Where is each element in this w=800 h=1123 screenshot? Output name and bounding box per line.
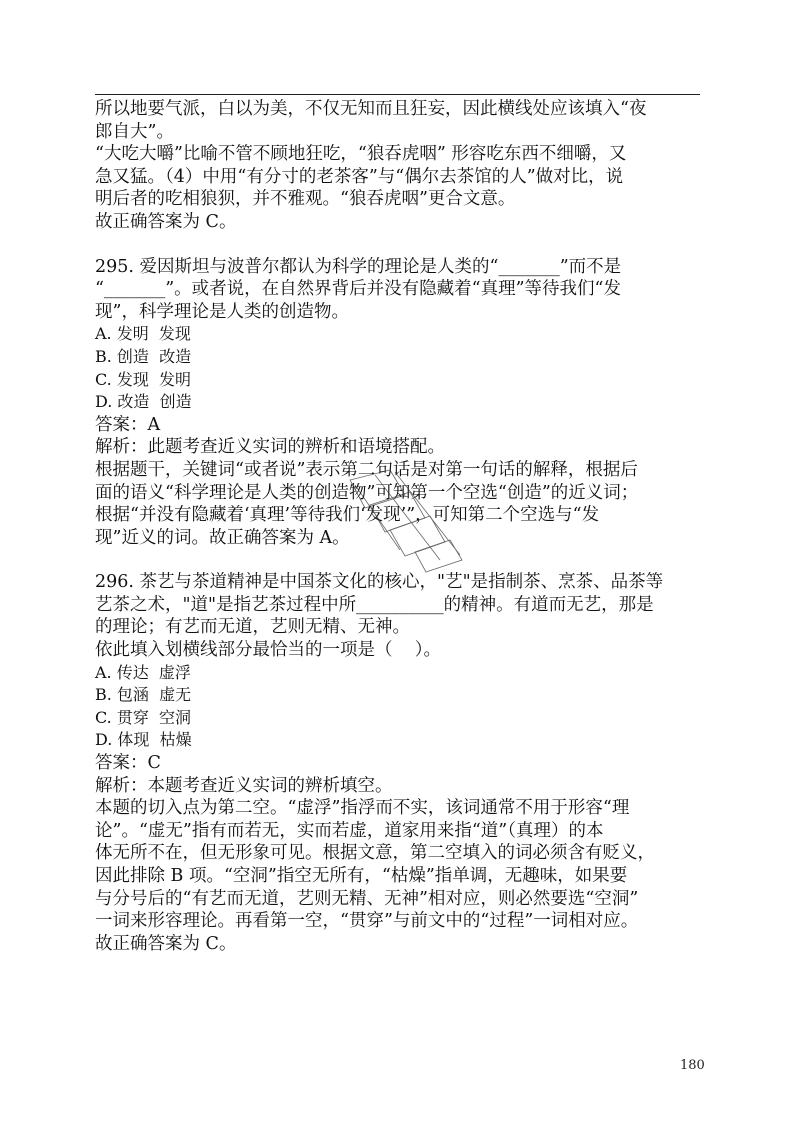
analysis-line: 根据“并没有隐藏着‘真理’等待我们‘发现’”，可知第二个空选与“发 [95, 505, 600, 526]
question-295-stem: 现”，科学理论是人类的创造物。 [95, 301, 349, 322]
analysis-line: 面的语义“科学理论是人类的创造物”可知第一个空选“创造”的近义词； [95, 482, 639, 503]
page-number: 180 [680, 1058, 705, 1073]
question-296-stem: 依此填入划横线部分最恰当的一项是（ ）。 [95, 640, 441, 661]
question-295-stem: 295. 爱因斯坦与波普尔都认为科学的理论是人类的“_______”而不是 [95, 256, 622, 277]
question-296-stem: 艺茶之术，"道"是指艺茶过程中所__________的精神。有道而无艺，那是 [95, 594, 654, 615]
answer-line: 答案：A [95, 414, 161, 435]
question-296-stem: 296. 茶艺与茶道精神是中国茶文化的核心，"艺"是指制茶、烹茶、品茶等 [95, 572, 664, 593]
question-296-stem: 的理论；有艺而无道，艺则无精、无神。 [95, 617, 410, 638]
text-line: “大吃大嚼”比喻不管不顾地狂吃，“狼吞虎咽” 形容吃东西不细嚼，又 [95, 144, 627, 165]
option-b: B. 创造 改造 [95, 346, 192, 366]
text-line: 郎自大”。 [95, 121, 174, 142]
option-d: D. 体现 枯燥 [95, 730, 192, 750]
answer-line: 答案：C [95, 753, 161, 774]
paragraph-gap [95, 234, 705, 256]
analysis-line: 一词来形容理论。再看第一空，“贯穿”与前文中的“过程”一词相对应。 [95, 911, 639, 932]
text-line: 明后者的吃相狼狈，并不雅观。“狼吞虎咽”更合文意。 [95, 189, 516, 210]
answer-line: 故正确答案为 C。 [95, 933, 237, 954]
analysis-line: 解析：此题考查近义实词的辨析和语境搭配。 [95, 437, 445, 458]
paragraph-gap [95, 549, 705, 571]
analysis-line: 现”近义的词。故正确答案为 A。 [95, 527, 350, 548]
analysis-line: 因此排除 B 项。“空洞”指空无所有，“枯燥”指单调，无趣味，如果要 [95, 866, 628, 886]
analysis-line: 体无所不在，但无形象可见。根据文意，第二空填入的词必须含有贬义， [95, 843, 655, 864]
answer-line: 故正确答案为 C。 [95, 211, 237, 232]
analysis-line: 与分号后的“有艺而无道，艺则无精、无神”相对应，则必然要选“空洞” [95, 888, 639, 909]
analysis-line: 论”。“虚无”指有而若无，实而若虚，道家用来指“道”（真理）的本 [95, 820, 604, 841]
analysis-line: 本题的切入点为第二空。“虚浮”指浮而不实，该词通常不用于形容“理 [95, 798, 630, 819]
analysis-line: 根据题干，关键词“或者说”表示第二句话是对第一句话的解释，根据后 [95, 459, 638, 480]
option-c: C. 发现 发明 [95, 369, 192, 389]
header-rule [95, 94, 700, 95]
option-b: B. 包涵 虚无 [95, 685, 192, 705]
option-c: C. 贯穿 空洞 [95, 707, 192, 727]
question-295-stem: “_______”。或者说，在自然界背后并没有隐藏着“真理”等待我们“发 [95, 279, 621, 300]
option-a: A. 发明 发现 [95, 324, 191, 344]
text-line: 急又猛。（4）中用“有分寸的老茶客”与“偶尔去茶馆的人”做对比，说 [95, 166, 624, 187]
analysis-line: 解析：本题考查近义实词的辨析填空。 [95, 775, 393, 796]
option-a: A. 传达 虚浮 [95, 662, 191, 682]
option-d: D. 改造 创造 [95, 392, 192, 412]
document-body [95, 98, 705, 955]
text-line: 所以地要气派，白以为美，不仅无知而且狂妄，因此横线处应该填入“夜 [95, 99, 647, 119]
